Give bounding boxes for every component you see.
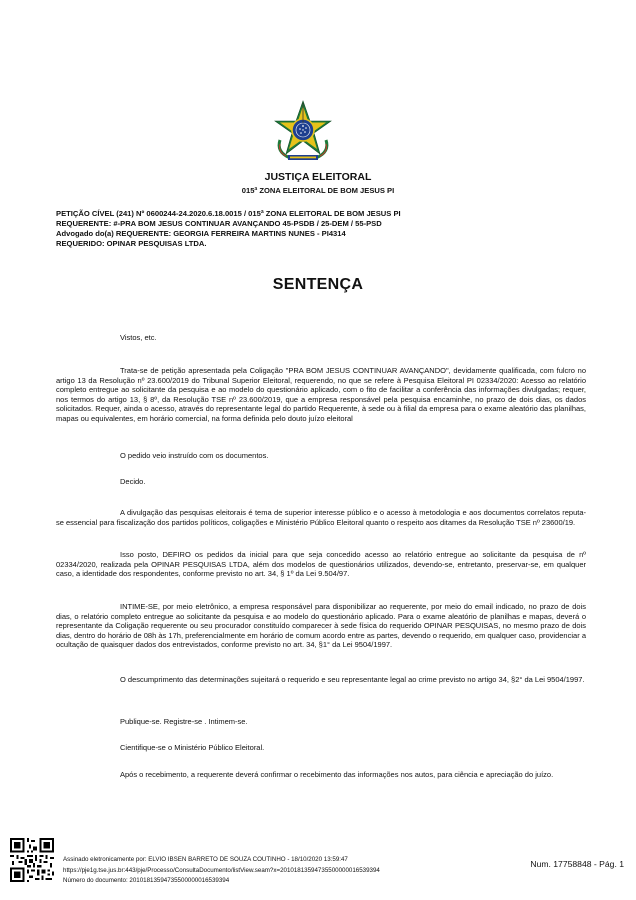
paragraph-vistos: Vistos, etc. <box>120 333 157 342</box>
signature-line: Assinado eletronicamente por: ELVIO IBSEN BARRETO DE SOUZA COUTINHO - 18/10/2020 13:59:47 <box>63 856 348 863</box>
signature-block <box>63 855 380 887</box>
paragraph-summons: INTIME-SE, por meio eletrônico, a empresa responsável para disponibilizar ao requerente, por meio do email indicado, no prazo de dois dias, o relatório completo entregue ao solicitante da pesquisa e ao modelo do questionário aplicado. Para o exame aleatório de planilhas e mapas, deverá o representante da Coligação requerente ou seu procurador constituído comparecer à sede física do requerido OPINAR PESQUISAS, no mesmo prazo de dois dias, dentro do horário de 08h às 17h, preferencialmente em horário de comum acordo entre as partes, devendo o requerido, em qualquer caso, providenciar a ocultação de quaisquer dados dos entrevistados, conforme previsto no art. 34, §1° da Lei 9504/1997. <box>56 602 586 650</box>
paragraph-public-interest: A divulgação das pesquisas eleitorais é tema de superior interesse público e o acesso à metodologia e aos documentos correlatos reputa-se essencial para fiscalização dos partidos políticos, coligações e Ministério Público Eleitoral quanto o respeito aos ditames da Resolução TSE nº 23600/19. <box>56 508 586 527</box>
paragraph-ministry: Cientifique-se o Ministério Público Eleitoral. <box>120 743 265 752</box>
court-name: JUSTIÇA ELEITORAL <box>264 171 372 183</box>
case-number-line: PETIÇÃO CÍVEL (241) Nº 0600244-24.2020.6.18.0015 / 015ª ZONA ELEITORAL DE BOM JESUS PI <box>56 209 401 218</box>
qr-code-icon <box>10 838 54 882</box>
lawyer-line: Advogado do(a) REQUERENTE: GEORGIA FERREIRA MARTINS NUNES - PI4314 <box>56 229 346 238</box>
page-number: Num. 17758848 - Pág. 1 <box>530 859 624 869</box>
paragraph-publish: Publique-se. Registre-se . Intimem-se. <box>120 717 248 726</box>
paragraph-ruling: Isso posto, DEFIRO os pedidos da inicial para que seja concedido acesso ao relatório entregue ao solicitante da pesquisa de nº 02334/2020, realizada pela OPINAR PESQUISAS LTDA, além dos modelos de questionários utilizados, devendo-se, entretanto, preservar-se, em qualquer caso, a identidade dos respondentes, conforme previsto no art. 34, § 1º da Lei 9.504/97. <box>56 550 586 579</box>
document-title: SENTENÇA <box>272 276 364 293</box>
paragraph-penalty: O descumprimento das determinações sujeitará o requerido e seu representante legal ao crime previsto no artigo 34, §2° da Lei 9504/1997. <box>120 675 585 684</box>
verification-url[interactable]: https://pje1g.tse.jus.br:443/pje/Processo/ConsultaDocumento/listView.seam?x=20101813594735500000016539394 <box>63 866 380 874</box>
coat-of-arms-emblem <box>272 100 334 162</box>
electoral-zone: 015ª ZONA ELEITORAL DE BOM JESUS PI <box>241 186 395 195</box>
plaintiff-line: REQUERENTE: #-PRA BOM JESUS CONTINUAR AVANÇANDO 45-PSDB / 25-DEM / 55-PSD <box>56 219 382 228</box>
paragraph-petition: Trata-se de petição apresentada pela Coligação "PRA BOM JESUS CONTINUAR AVANÇANDO", devidamente qualificada, com fulcro no artigo 13 da Resolução nº 23.600/2019 do Tribunal Superior Eleitoral, requerendo, no que se refere à Pesquisa Eleitoral PI 02334/2020: Acesso ao relatório completo entregue ao solicitante da pesquisa e ao modelo do questionário aplicado, com o fito de facilitar a conferência das informações divulgadas; requer, nos termos do artigo 13, § 8º, da Resolução TSE nº 23.600/2019, que a empresa responsável pela pesquisa encaminhe, no prazo de dois dias, os dados solicitados. Requer, ainda o acesso, através do representante legal do partido Requerente, à sede ou à filial da empresa para o exame aleatório das planilhas, mapas ou equivalentes, em horário comercial, na forma definida pelo douto juízo eleitoral <box>56 366 586 423</box>
case-header <box>56 209 586 249</box>
paragraph-decido: Decido. <box>120 477 146 486</box>
paragraph-documents: O pedido veio instruído com os documentos. <box>120 451 269 460</box>
paragraph-confirmation: Após o recebimento, a requerente deverá confirmar o recebimento das informações nos autos, para ciência e apreciação do juízo. <box>120 770 554 779</box>
defendant-line: REQUERIDO: OPINAR PESQUISAS LTDA. <box>56 239 207 248</box>
document-number: Número do documento: 20101813594735500000016539394 <box>63 877 230 885</box>
